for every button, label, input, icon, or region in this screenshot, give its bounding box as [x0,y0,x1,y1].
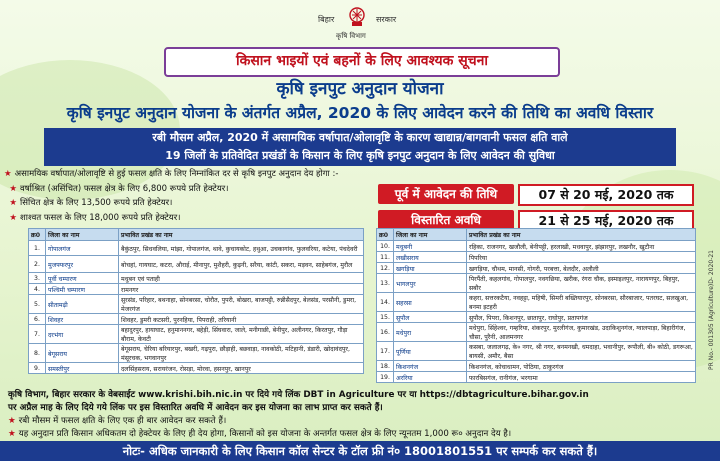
eligibility-intro: ★ असामयिक वर्षापात/ओलावृष्टि से हुई फसल क्षति के लिए निम्नांकित दर से कृषि इनपुट अनुदान देय होगा :- [4,169,339,179]
block-names: मधेपुरा, सिंहेश्वर, गम्हरिया, शंकरपुर, मुरलीगंज, कुमारखंड, उदाकिशुनगंज, ग्वालपाड़ा, बिहारीगंज, चौसा, पुरैनी, आलमनगर [467,323,696,342]
district-name: मुजफ्फरपुर [46,256,119,273]
district-name: पूर्णिया [394,342,467,361]
block-names: बोचहां, गायघाट, कटरा, औराई, मीनापुर, मुशैहरी, कुढ़नी, सरैया, कांटी, सकरा, मड़वन, साहेबगंज, मुरौल [119,256,364,273]
block-names: कहरा, सत्तरकटैया, नवहट्टा, महिषी, सिमरी बख्तियारपुर, सोनबरसा, सौरबाजार, पतरघट, सलखुआ, बनमा इटहरी [467,293,696,312]
table-row [377,312,696,323]
date-value: 07 से 20 मई, 2020 तक [518,184,694,206]
block-names: रामनगर [119,284,364,295]
row-number: 11. [377,252,394,263]
district-name: अररिया [394,372,467,383]
district-name: सीतामढ़ी [46,295,119,314]
district-name: किशनगंज [394,361,467,372]
website-instructions [8,389,712,415]
website-line-1: कृषि विभाग, बिहार सरकार के वेबसाईट www.krishi.bih.nic.in पर दिये गये लिंक DBT in Agriculture पर या https://dbtagriculture.bihar.gov.in [8,390,589,400]
column-header-district: जिला का नाम [394,229,467,241]
table-row [377,293,696,312]
row-number: 19. [377,372,394,383]
block-names: खगड़िया, चौथम, मानसी, गोगरी, परबत्ता, बेलदौर, अलौली [467,263,696,274]
block-names: पिरपैंती, कहलगांव, गोपालपुर, नवगछिया, खरीक, रंगरा चौक, इस्माइलपुर, नारायणपुर, बिहपुर, सबौर [467,274,696,293]
table-row [29,256,364,273]
table-row [377,252,696,263]
block-names: बहादुरपुर, हायाघाट, हनुमाननगर, बहेड़ी, सिंघवारा, जाले, मनीगाछी, बेनीपुर, अलीनगर, किरतपुर, गौड़ा बौराम, केवटी [119,325,364,344]
row-number: 17. [377,342,394,361]
row-number: 15. [377,312,394,323]
block-names: शिवहर, डुमरी कटसरी, पुरनहिया, पिपराही, तरियानी [119,314,364,325]
block-names: सुरसंड, परिहार, बथनाहा, सोनबरसा, चोरौत, पुपरी, बोखरा, बाजपट्टी, रुन्नीसैदपुर, बेलसंड, परसौनी, डुमरा, मेजरगंज [119,295,364,314]
district-name: भागलपुर [394,274,467,293]
row-number: 10. [377,241,394,252]
row-number: 2. [29,256,46,273]
table-row [29,295,364,314]
table-row [377,361,696,372]
star-icon: ★ [9,183,18,194]
date-row-original [378,184,694,206]
bihar-emblem-icon [346,6,368,28]
star-icon: ★ [8,429,16,439]
block-names: कसबा, जलालगढ़, के० नगर, श्री नगर, बनमनखी, धमदाहा, भवानीपुर, रूपौली, बी० कोठी, डगरूआ, बायसी, अमौर, बैसा [467,342,696,361]
column-header-district: जिला का नाम [46,229,119,241]
eligibility-item: ★ सिंचित क्षेत्र के लिए 13,500 रूपये प्रति हेक्टेयर। [9,198,173,208]
district-name: गोपालगंज [46,241,119,256]
row-number: 8. [29,344,46,363]
block-names: रहिका, राजनगर, खजौली, बेनीपट्टी, हरलाखी, मधवापुर, झंझारपुर, लखनौर, खुटौना [467,241,696,252]
block-names: सुपौल, पिपरा, किशनपुर, छातापुर, राघोपुर, प्रतापगंज [467,312,696,323]
table-row [377,263,696,274]
block-names: बेगूसराय, चेरिया बरियारपुर, बखरी, गढ़पुरा, छौड़ाही, बछवाड़ा, नावकोठी, मटिहानी, डंडारी, खोदावंदपुर, मंसूरचक, भगवानपुर [119,344,364,363]
district-name: दरभंगा [46,325,119,344]
table-row [29,314,364,325]
district-name: सहरसा [394,293,467,312]
district-name: सुपौल [394,312,467,323]
block-names: किशनगंज, कोचाधामन, पोठिया, ठाकुरगंज [467,361,696,372]
row-number: 14. [377,293,394,312]
website-line-2: पर अप्रैल माह के लिए दिये गये लिंक पर इस विस्तारित अवधि में आवेदन कर इस योजना का लाभ प्राप्त कर सकते हैं। [8,403,383,413]
block-names: दलसिंहसराय, सरायरंजन, रोसड़ा, मोरवा, हसनपुर, खानपुर [119,363,364,374]
table-row [29,344,364,363]
table-row [29,363,364,374]
district-name: खगड़िया [394,263,467,274]
block-names: बैकुंठपुर, सिधवलिया, मांझा, गोपालगंज, थावे, कुचायकोट, हथुआ, उचकागांव, फुलवरिया, कटेया, पंचदेवरी [119,241,364,256]
info-banner [44,128,676,166]
district-name: समस्तीपुर [46,363,119,374]
helpline-bar: नोटः- अधिक जानकारी के लिए किसान कॉल सेन्टर के टॉल फ्री नं० 18001801551 पर सम्पर्क कर सकते हैं। [0,441,720,461]
table-row [29,325,364,344]
row-number: 4. [29,284,46,295]
block-names: फारबिसगंज, रानीगंज, भरगामा [467,372,696,383]
column-header-blocks: प्रभावित प्रखंड का नाम [119,229,364,241]
table-row [377,323,696,342]
notes [8,415,712,441]
district-name: लखीसराय [394,252,467,263]
block-names: पिपरिया [467,252,696,263]
row-number: 16. [377,323,394,342]
banner-line-1: रबी मौसम अप्रैल, 2020 में असामयिक वर्षापात/ओलावृष्टि के कारण खाद्यान्न/बागवानी फसल क्षति वाले [152,131,568,144]
district-name: पूर्वी चम्पारण [46,273,119,284]
district-table-right [376,228,696,383]
table-row [29,284,364,295]
scheme-name: कृषि इनपुट अनुदान योजना [276,79,444,99]
district-name: मधुबनी [394,241,467,252]
district-name: शिवहर [46,314,119,325]
eligibility-item: ★ वर्षाश्रित (असिंचित) फसल क्षेत्र के लिए 6,800 रूपये प्रति हेक्टेयर। [9,183,229,194]
row-number: 5. [29,295,46,314]
department-name: कृषि विभाग [336,32,366,40]
eligibility-item: ★ शाश्वत फसल के लिए 18,000 रूपये प्रति हेक्टेयर। [9,212,181,223]
press-release-code: PR No.- 001305 (Agriculture)D- 2020-21 [708,250,715,370]
header-left: बिहार [318,15,335,24]
district-name: बेगूसराय [46,344,119,363]
column-header-blocks: प्रभावित प्रखंड का नाम [467,229,696,241]
star-icon: ★ [4,169,12,179]
table-row [377,274,696,293]
row-number: 1. [29,241,46,256]
star-icon: ★ [9,212,18,223]
district-name: पश्चिमी चम्पारण [46,284,119,295]
header-right: सरकार [376,15,397,24]
row-number: 13. [377,274,394,293]
district-name: मधेपुरा [394,323,467,342]
row-number: 3. [29,273,46,284]
row-number: 7. [29,325,46,344]
date-value: 21 से 25 मई, 2020 तक [518,210,694,232]
header [0,0,720,44]
table-row [377,342,696,361]
date-label: पूर्व में आवेदन की तिथि [378,184,514,204]
star-icon: ★ [8,416,16,426]
row-number: 9. [29,363,46,374]
column-header-num: क्र0 [29,229,46,241]
block-names: मधुबन एवं पताही [119,273,364,284]
row-number: 12. [377,263,394,274]
table-row [377,372,696,383]
table-row [377,241,696,252]
banner-line-2: 19 जिलों के प्रतिवेदित प्रखंडों के किसान के लिए कृषि इनपुट अनुदान के लिए आवेदन की सुविधा [165,149,555,162]
note-item: ★ रबी मौसम में फसल क्षति के लिए एक ही बार आवेदन कर सकते हैं। [8,416,227,426]
notice-title: किसान भाइयों एवं बहनों के लिए आवश्यक सूचना [164,47,560,77]
note-item: ★ यह अनुदान प्रति किसान अधिकतम दो हेक्टेयर के लिए ही देय होगा, किसानों को इस योजना के अन्तर्गत फसल क्षेत्र के लिए न्यूनतम 1,000 रू० अनुदान देय है। [8,429,512,439]
column-header-num: क्र0 [377,229,394,241]
star-icon: ★ [9,198,18,208]
headline: कृषि इनपुट अनुदान योजना के अंतर्गत अप्रैल, 2020 के लिए आवेदन करने की तिथि का अवधि विस्तार [66,104,654,122]
date-label: विस्तारित अवधि [378,210,514,230]
table-row [29,273,364,284]
row-number: 18. [377,361,394,372]
table-row [29,241,364,256]
row-number: 6. [29,314,46,325]
district-table-left [28,228,364,374]
